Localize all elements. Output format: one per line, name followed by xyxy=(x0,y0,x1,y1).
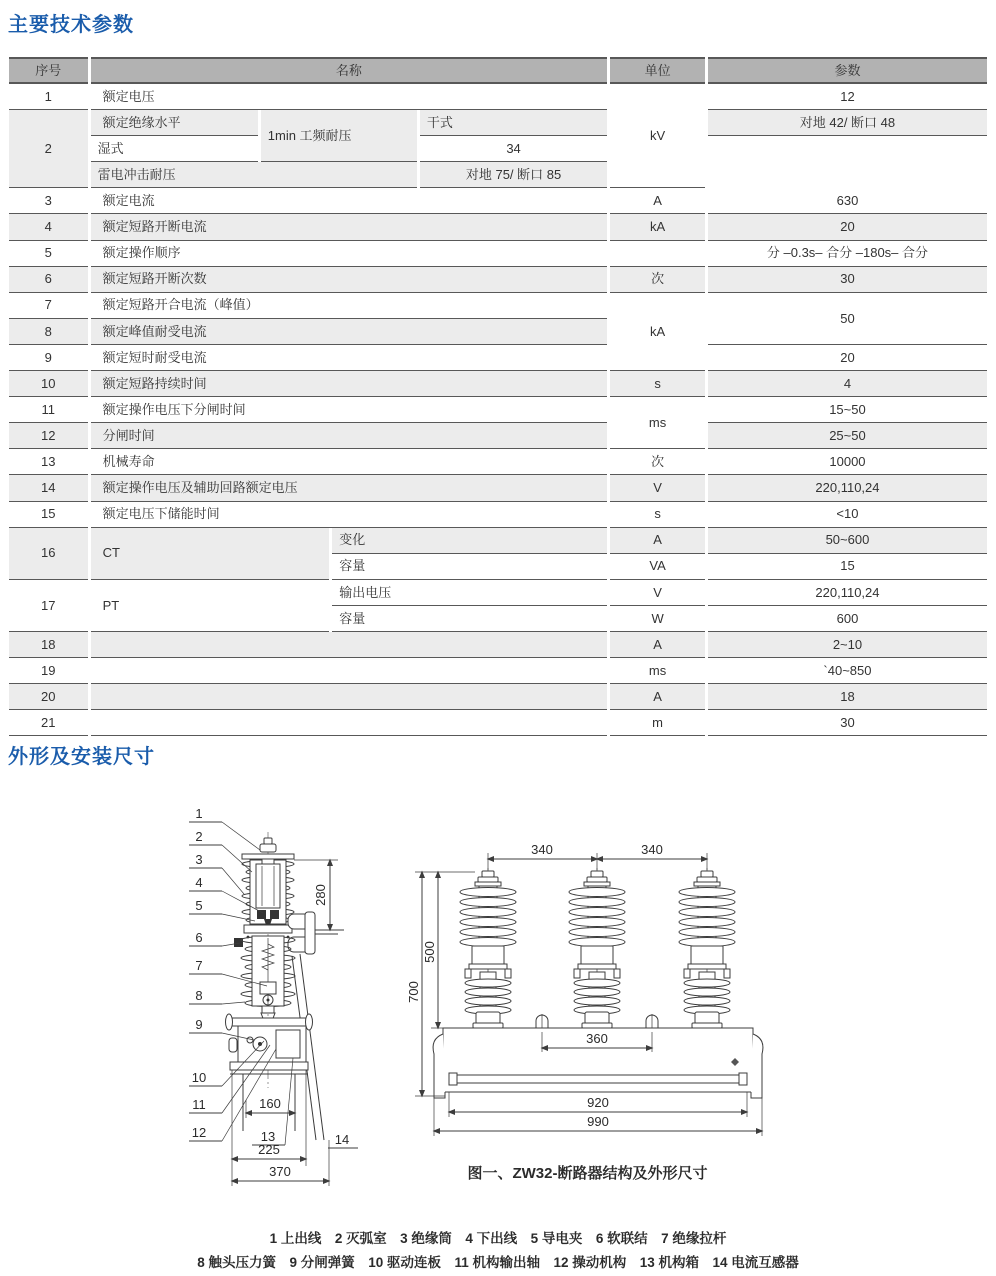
table-cell: 2 xyxy=(9,110,88,188)
table-cell: 额定绝缘水平 xyxy=(91,110,258,136)
dim-225: 225 xyxy=(258,1142,280,1157)
table-row xyxy=(9,214,987,240)
table-cell: 14 xyxy=(9,475,88,501)
figure-caption: 图一、ZW32-断路器结构及外形尺寸 xyxy=(467,1165,708,1182)
table-cell: 15 xyxy=(9,502,88,528)
table-row xyxy=(9,267,987,293)
table-cell: ms xyxy=(610,397,705,449)
table-cell: 15~50 xyxy=(708,397,987,423)
table-cell: 额定电压下储能时间 xyxy=(91,502,608,528)
table-cell: PT xyxy=(91,580,330,632)
table-row xyxy=(9,684,987,710)
table-cell: 11 xyxy=(9,397,88,423)
table-cell: 额定短路开合电流（峰值） xyxy=(91,293,608,319)
table-cell: 2~10 xyxy=(708,632,987,658)
table-cell: 额定操作电压下分闸时间 xyxy=(91,397,608,423)
part-label-3: 3 xyxy=(195,852,203,867)
table-cell: VA xyxy=(610,554,705,580)
table-cell: 对地 75/ 断口 85 xyxy=(420,162,607,188)
table-cell: 30 xyxy=(708,710,987,736)
part-label-13: 13 xyxy=(260,1129,276,1144)
table-row xyxy=(9,528,987,554)
table-cell: CT xyxy=(91,528,330,580)
dim-160: 160 xyxy=(259,1096,281,1111)
table-cell: 额定短时耐受电流 xyxy=(91,345,608,371)
front-view-diagram-svg xyxy=(405,840,770,1145)
front-view-diagram xyxy=(405,840,770,1145)
table-cell: s xyxy=(610,502,705,528)
table-cell: ms xyxy=(610,658,705,684)
table-cell: 7 xyxy=(9,293,88,319)
table-cell: 220,110,24 xyxy=(708,580,987,606)
table-cell: s xyxy=(610,371,705,397)
table-cell: W xyxy=(610,606,705,632)
table-header-cell: 序号 xyxy=(9,57,88,84)
table-header-cell: 单位 xyxy=(610,57,705,84)
table-cell: 16 xyxy=(9,528,88,580)
lower-insulator-assembly xyxy=(241,936,295,1021)
table-cell: 20 xyxy=(708,214,987,240)
table-cell: 额定短路开断电流 xyxy=(91,214,608,240)
table-row xyxy=(9,475,987,501)
table-row xyxy=(9,502,987,528)
table-cell: 输出电压 xyxy=(332,580,607,606)
dim-340-right: 340 xyxy=(641,842,663,857)
table-cell: 分 –0.3s– 合分 –180s– 合分 xyxy=(708,241,987,267)
table-cell: 12 xyxy=(9,423,88,449)
table-row xyxy=(9,423,987,449)
table-cell: 湿式 xyxy=(91,136,258,162)
table-header-row xyxy=(9,57,987,84)
table-cell: 分闸时间 xyxy=(91,423,608,449)
table-row xyxy=(9,188,987,214)
table-cell: 8 xyxy=(9,319,88,345)
dim-340-left: 340 xyxy=(531,842,553,857)
table-row xyxy=(9,397,987,423)
table-cell: V xyxy=(610,580,705,606)
table-cell: 额定短路持续时间 xyxy=(91,371,608,397)
table-cell: 额定电压 xyxy=(91,84,608,110)
table-cell: 20 xyxy=(9,684,88,710)
table-cell: A xyxy=(610,188,705,214)
parts-legend xyxy=(0,1227,996,1275)
table-cell: 25~50 xyxy=(708,423,987,449)
table-row xyxy=(9,658,987,684)
table-cell: 1min 工频耐压 xyxy=(261,110,417,162)
table-cell: A xyxy=(610,684,705,710)
parts-legend-line-1: 1 上出线 2 灭弧室 3 绝缘筒 4 下出线 5 导电夹 6 软联结 7 绝缘拉杆 xyxy=(269,1231,727,1246)
table-row xyxy=(9,345,987,371)
dim-920: 920 xyxy=(587,1095,609,1110)
table-cell: 50 xyxy=(708,293,987,345)
dim-500: 500 xyxy=(422,941,437,963)
table-cell: 18 xyxy=(9,632,88,658)
table-cell: 额定操作顺序 xyxy=(91,241,608,267)
table-header-cell: 名称 xyxy=(91,57,608,84)
table-cell: 变化 xyxy=(332,528,607,554)
table-cell xyxy=(91,632,608,658)
table-cell: 18 xyxy=(708,684,987,710)
table-cell: 3 xyxy=(9,188,88,214)
table-cell: 17 xyxy=(9,580,88,632)
table-cell: 5 xyxy=(9,241,88,267)
table-cell: 13 xyxy=(9,449,88,475)
table-row xyxy=(9,241,987,267)
table-cell: 630 xyxy=(708,188,987,214)
part-label-7: 7 xyxy=(195,958,203,973)
part-label-4: 4 xyxy=(195,875,203,890)
table-cell: V xyxy=(610,475,705,501)
part-label-9: 9 xyxy=(195,1017,203,1032)
table-cell: 对地 42/ 断口 48 xyxy=(708,110,987,136)
part-label-1: 1 xyxy=(195,806,203,821)
table-cell: 19 xyxy=(9,658,88,684)
part-label-12: 12 xyxy=(191,1125,207,1140)
table-cell: 雷电冲击耐压 xyxy=(91,162,417,188)
table-cell: A xyxy=(610,632,705,658)
table-cell: 10 xyxy=(9,371,88,397)
spec-table xyxy=(6,57,990,736)
table-row xyxy=(9,136,987,162)
table-header-cell: 参数 xyxy=(708,57,987,84)
parts-legend-line-2: 8 触头压力簧 9 分闸弹簧 10 驱动连板 11 机构输出轴 12 操动机构 13 机构箱 14 电流互感器 xyxy=(197,1255,799,1270)
table-cell: 1 xyxy=(9,84,88,110)
table-row xyxy=(9,371,987,397)
section-title-main-parameters: 主要技术参数 xyxy=(8,14,134,36)
dim-370: 370 xyxy=(269,1164,291,1179)
table-row xyxy=(9,293,987,319)
table-cell: kV xyxy=(610,84,705,188)
table-cell: 容量 xyxy=(332,554,607,580)
part-label-6: 6 xyxy=(195,930,203,945)
table-cell xyxy=(91,710,608,736)
part-label-5: 5 xyxy=(195,898,203,913)
table-cell: 机械寿命 xyxy=(91,449,608,475)
table-cell: 次 xyxy=(610,449,705,475)
table-row xyxy=(9,580,987,606)
table-cell: 额定电流 xyxy=(91,188,608,214)
table-cell: 10000 xyxy=(708,449,987,475)
upper-insulator-assembly xyxy=(242,838,294,924)
table-cell: kA xyxy=(610,214,705,240)
table-cell: m xyxy=(610,710,705,736)
table-row xyxy=(9,632,987,658)
part-label-14: 14 xyxy=(334,1132,350,1147)
table-cell: A xyxy=(610,528,705,554)
table-cell: 次 xyxy=(610,267,705,293)
table-cell: 6 xyxy=(9,267,88,293)
table-cell: 容量 xyxy=(332,606,607,632)
table-cell: 30 xyxy=(708,267,987,293)
dim-360: 360 xyxy=(586,1031,608,1046)
table-cell xyxy=(91,658,608,684)
table-row xyxy=(9,110,987,136)
pole-1 xyxy=(460,868,516,1032)
table-cell: 额定操作电压及辅助回路额定电压 xyxy=(91,475,608,501)
table-cell: 12 xyxy=(708,84,987,110)
part-label-10: 10 xyxy=(191,1070,207,1085)
part-label-11: 11 xyxy=(192,1097,206,1112)
part-label-2: 2 xyxy=(195,829,203,844)
table-cell: 50~600 xyxy=(708,528,987,554)
table-cell: 220,110,24 xyxy=(708,475,987,501)
pole-3 xyxy=(679,868,735,1032)
table-cell: 34 xyxy=(420,136,607,162)
table-cell: 额定短路开断次数 xyxy=(91,267,608,293)
table-row xyxy=(9,449,987,475)
table-cell: 20 xyxy=(708,345,987,371)
table-cell: 21 xyxy=(9,710,88,736)
dim-280: 280 xyxy=(313,884,328,906)
table-row xyxy=(9,710,987,736)
table-cell: 4 xyxy=(708,371,987,397)
table-cell: 干式 xyxy=(420,110,607,136)
table-cell: 9 xyxy=(9,345,88,371)
table-cell: kA xyxy=(610,293,705,371)
table-cell xyxy=(91,684,608,710)
table-cell: 4 xyxy=(9,214,88,240)
pole-2 xyxy=(569,868,625,1032)
table-row xyxy=(9,84,987,110)
table-row xyxy=(9,162,987,188)
part-label-8: 8 xyxy=(195,988,203,1003)
table-cell: `40~850 xyxy=(708,658,987,684)
table-cell: 15 xyxy=(708,554,987,580)
table-cell: <10 xyxy=(708,502,987,528)
table-cell: 600 xyxy=(708,606,987,632)
dim-700: 700 xyxy=(406,981,421,1003)
section-title-dimensions: 外形及安装尺寸 xyxy=(8,746,155,768)
dim-990: 990 xyxy=(587,1114,609,1129)
table-cell xyxy=(610,241,705,267)
table-cell: 额定峰值耐受电流 xyxy=(91,319,608,345)
